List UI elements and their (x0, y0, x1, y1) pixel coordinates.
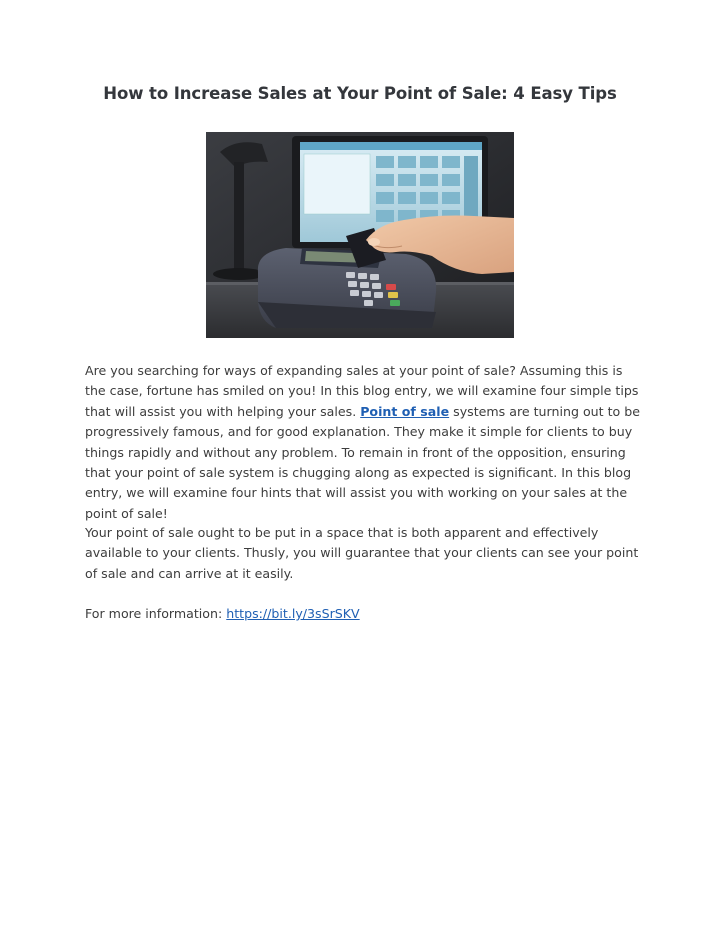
more-info-label: For more information: (85, 606, 227, 621)
more-info-link[interactable]: https://bit.ly/3sSrSKV (226, 606, 360, 621)
hero-image (206, 132, 514, 338)
placement-paragraph: Your point of sale ought to be put in a space that is both apparent and effectively available to your clients. Thusly, you will guarantee that your clients can see your point of sale and can arrive at it easily. (85, 525, 639, 581)
more-info-paragraph (85, 604, 641, 624)
page-title: How to Increase Sales at Your Point of Sale: 4 Easy Tips (103, 84, 617, 103)
point-of-sale-link[interactable]: Point of sale (360, 403, 450, 419)
intro-paragraph (85, 361, 641, 524)
intro-text-end: systems are turning out to be progressively famous, and for good explanation. They make it simple for clients to buy things rapidly and without any problem. To remain in front of the opposition, ensuring that your point of sale system is chugging along as expected is significant. In this blog entry, we will examine four hints that will assist you with working on your sales at the point of sale! (85, 403, 640, 521)
intro-text-start: Are you searching for ways of expanding sales at your point of sale? Assuming this is the case, fortune has smiled on you! In this blog entry, we will examine four simple tips that will assist you with helping your sales. (85, 363, 639, 419)
